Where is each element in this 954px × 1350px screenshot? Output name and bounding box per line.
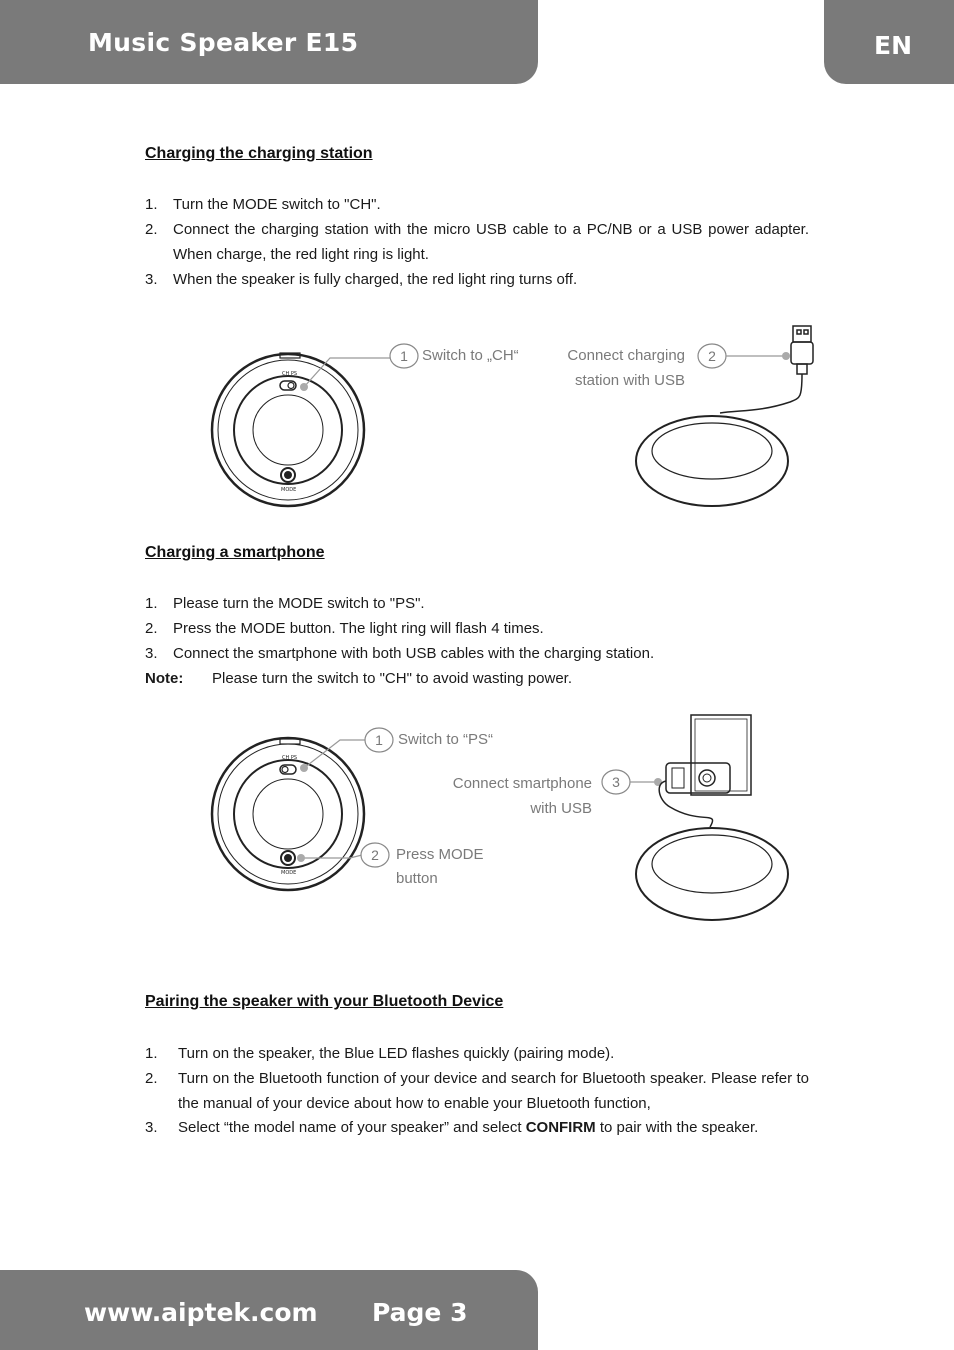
document-title: Music Speaker E15 [88,28,359,57]
switch-labels: CH PS [282,755,298,761]
list-text: Turn on the speaker, the Blue LED flashes quickly (pairing mode). [178,1045,615,1062]
list-text: Turn the MODE switch to "CH". [173,196,381,213]
pointer-dot [782,352,790,360]
list-text: Please turn the MODE switch to "PS". [173,595,425,612]
list-item [145,1115,809,1140]
callout-text-connect-line1: Connect charging [567,347,685,364]
callout-text-press-mode-line1: Press MODE [396,846,484,863]
list-text-mixed [145,1115,809,1140]
list-item [145,217,809,267]
smartphone-icon [659,715,751,827]
callout-number: 3 [612,774,620,790]
callout-text-smartphone-line2: with USB [530,800,592,817]
note [145,666,572,691]
list-text: Connect the smartphone with both USB cables with the charging station. [173,645,655,662]
list-number: 1. [145,595,158,612]
list-number: 1. [145,1045,158,1062]
callout-text-switch-ch: Switch to „CH“ [422,347,519,364]
section-title-charging-station: Charging the charging station [145,145,373,162]
list-text: When the speaker is fully charged, the red light ring turns off. [173,271,578,288]
website-url: www.aiptek.com [84,1298,318,1327]
list-item [145,616,809,641]
list-number: 3. [145,645,158,662]
list-item [145,641,809,666]
list-text-part: to pair with the speaker. [595,1119,759,1136]
list-text-part: Select “the model name of your speaker” and select [178,1119,526,1136]
list-number: 2. [145,1070,158,1087]
usb-plug-icon [720,326,813,413]
list-number: 3. [145,271,158,288]
list-number: 2. [145,221,158,238]
note-label: Note: [145,670,184,687]
callout-number: 1 [375,732,383,748]
list-item [145,267,809,292]
charging-station-icon [636,416,788,506]
pointer-dot [300,383,308,391]
list-number: 2. [145,620,158,637]
callout-text-press-mode-line2: button [396,870,438,887]
mode-label: MODE [281,870,297,876]
section-title-charging-smartphone: Charging a smartphone [145,544,325,561]
charging-station-icon [636,828,788,920]
footer-tab [0,1270,538,1350]
callout-number: 2 [708,348,716,364]
header-title-tab [0,0,538,84]
list-item [145,1066,809,1116]
list-item [145,1041,809,1066]
pointer-dot [297,854,305,862]
language-code: EN [874,31,913,60]
callout-text-smartphone-line1: Connect smartphone [452,775,592,792]
callout-text-connect-line2: station with USB [574,372,685,389]
list-text: Turn on the Bluetooth function of your device and search for Bluetooth speaker. Please refer to the manual of your device about how to enable your Bluetooth function, [178,1070,809,1112]
callout-number: 2 [371,847,379,863]
list-number: 1. [145,196,158,213]
page-number: Page 3 [372,1298,468,1327]
list-number: 3. [145,1119,158,1136]
list-text: Connect the charging station with the micro USB cable to a PC/NB or a USB power adapter. When charge, the red light ring is light. [173,221,809,263]
switch-labels: CH PS [282,371,298,377]
callout-text-switch-ps: Switch to “PS“ [398,731,494,748]
pointer-dot [300,764,308,772]
list-text: Press the MODE button. The light ring will flash 4 times. [173,620,544,637]
list-item [145,591,809,616]
callout-number: 1 [400,348,408,364]
confirm-emphasis: CONFIRM [525,1119,596,1136]
section-title-bluetooth-pairing: Pairing the speaker with your Bluetooth Device [145,993,504,1010]
list-item [145,192,809,217]
language-tab [824,0,954,84]
note-text: Please turn the switch to "CH" to avoid wasting power. [212,670,572,687]
mode-label: MODE [281,487,297,493]
